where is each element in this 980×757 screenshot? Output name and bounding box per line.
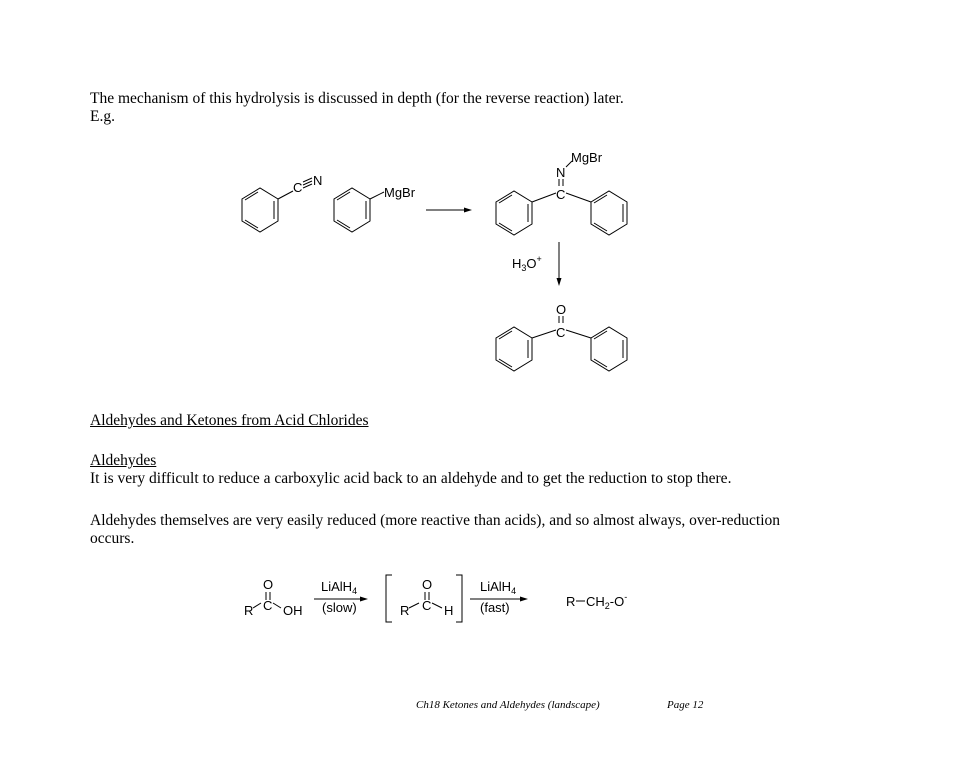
footer-page-number: Page 12 <box>667 699 704 711</box>
reagent-2-subscript: 4 <box>511 586 517 596</box>
imine-mgbr: MgBr <box>571 150 603 165</box>
product-ch: CH <box>586 594 605 609</box>
aldehyde-h: H <box>444 603 454 618</box>
reagent-h: H <box>512 256 522 271</box>
nitrile-nitrogen: N <box>313 173 323 188</box>
svg-text:LiAlH4 <box>321 579 357 596</box>
acid-carbon: C <box>263 598 273 613</box>
grignard-mgbr: MgBr <box>384 185 416 200</box>
footer-title: Ch18 Ketones and Aldehydes (landscape) <box>416 699 600 711</box>
svg-text:H3O+ <box>512 254 542 273</box>
acid-oxygen: O <box>263 577 274 592</box>
reagent-h-subscript: 3 <box>521 263 527 273</box>
svg-text:LiAlH4 <box>480 579 516 596</box>
svg-text:CH2-O- <box>586 592 627 611</box>
product-r: R <box>566 594 576 609</box>
imine-nitrogen: N <box>556 165 566 180</box>
condition-fast: (fast) <box>480 600 510 615</box>
aldehydes-paragraph-1: It is very difficult to reduce a carboxylic acid back to an aldehyde and to get the reduction to stop there. <box>90 470 732 487</box>
ketone-oxygen: O <box>556 302 567 317</box>
reagent-2: LiAlH <box>480 579 512 594</box>
aldehyde-oxygen: O <box>422 577 433 592</box>
subsection-heading: Aldehydes <box>90 452 157 469</box>
aldehyde-carbon: C <box>422 598 432 613</box>
example-label: E.g. <box>90 108 115 125</box>
aldehyde-r: R <box>400 603 410 618</box>
reagent-charge: + <box>536 254 542 264</box>
aldehydes-paragraph-2-line1: Aldehydes themselves are very easily reduced (more reactive than acids), and so almost always, over-reduction <box>90 512 781 529</box>
reagent-1-subscript: 4 <box>352 586 358 596</box>
imine-carbon: C <box>556 187 566 202</box>
reaction-arrow-1 <box>426 208 472 213</box>
condition-slow: (slow) <box>322 600 357 615</box>
section-heading: Aldehydes and Ketones from Acid Chlorides <box>90 412 369 429</box>
right-bracket <box>456 575 462 622</box>
intro-paragraph: The mechanism of this hydrolysis is discussed in depth (for the reverse reaction) later. <box>90 90 624 107</box>
acid-r: R <box>244 603 254 618</box>
product-oxygen: -O <box>609 594 625 609</box>
reaction-arrow-2 <box>557 242 562 286</box>
aldehydes-paragraph-2-line2: occurs. <box>90 530 135 547</box>
reagent-1: LiAlH <box>321 579 353 594</box>
phenylmagnesium-bromide-structure <box>334 188 384 232</box>
product-ch-subscript: 2 <box>604 601 610 611</box>
product-charge: - <box>624 592 628 602</box>
reagent-o: O <box>526 256 537 271</box>
left-bracket <box>386 575 392 622</box>
reduction-scheme <box>0 560 980 660</box>
acid-oh: OH <box>283 603 303 618</box>
nitrile-carbon: C <box>293 180 303 195</box>
ketone-carbon: C <box>556 325 566 340</box>
